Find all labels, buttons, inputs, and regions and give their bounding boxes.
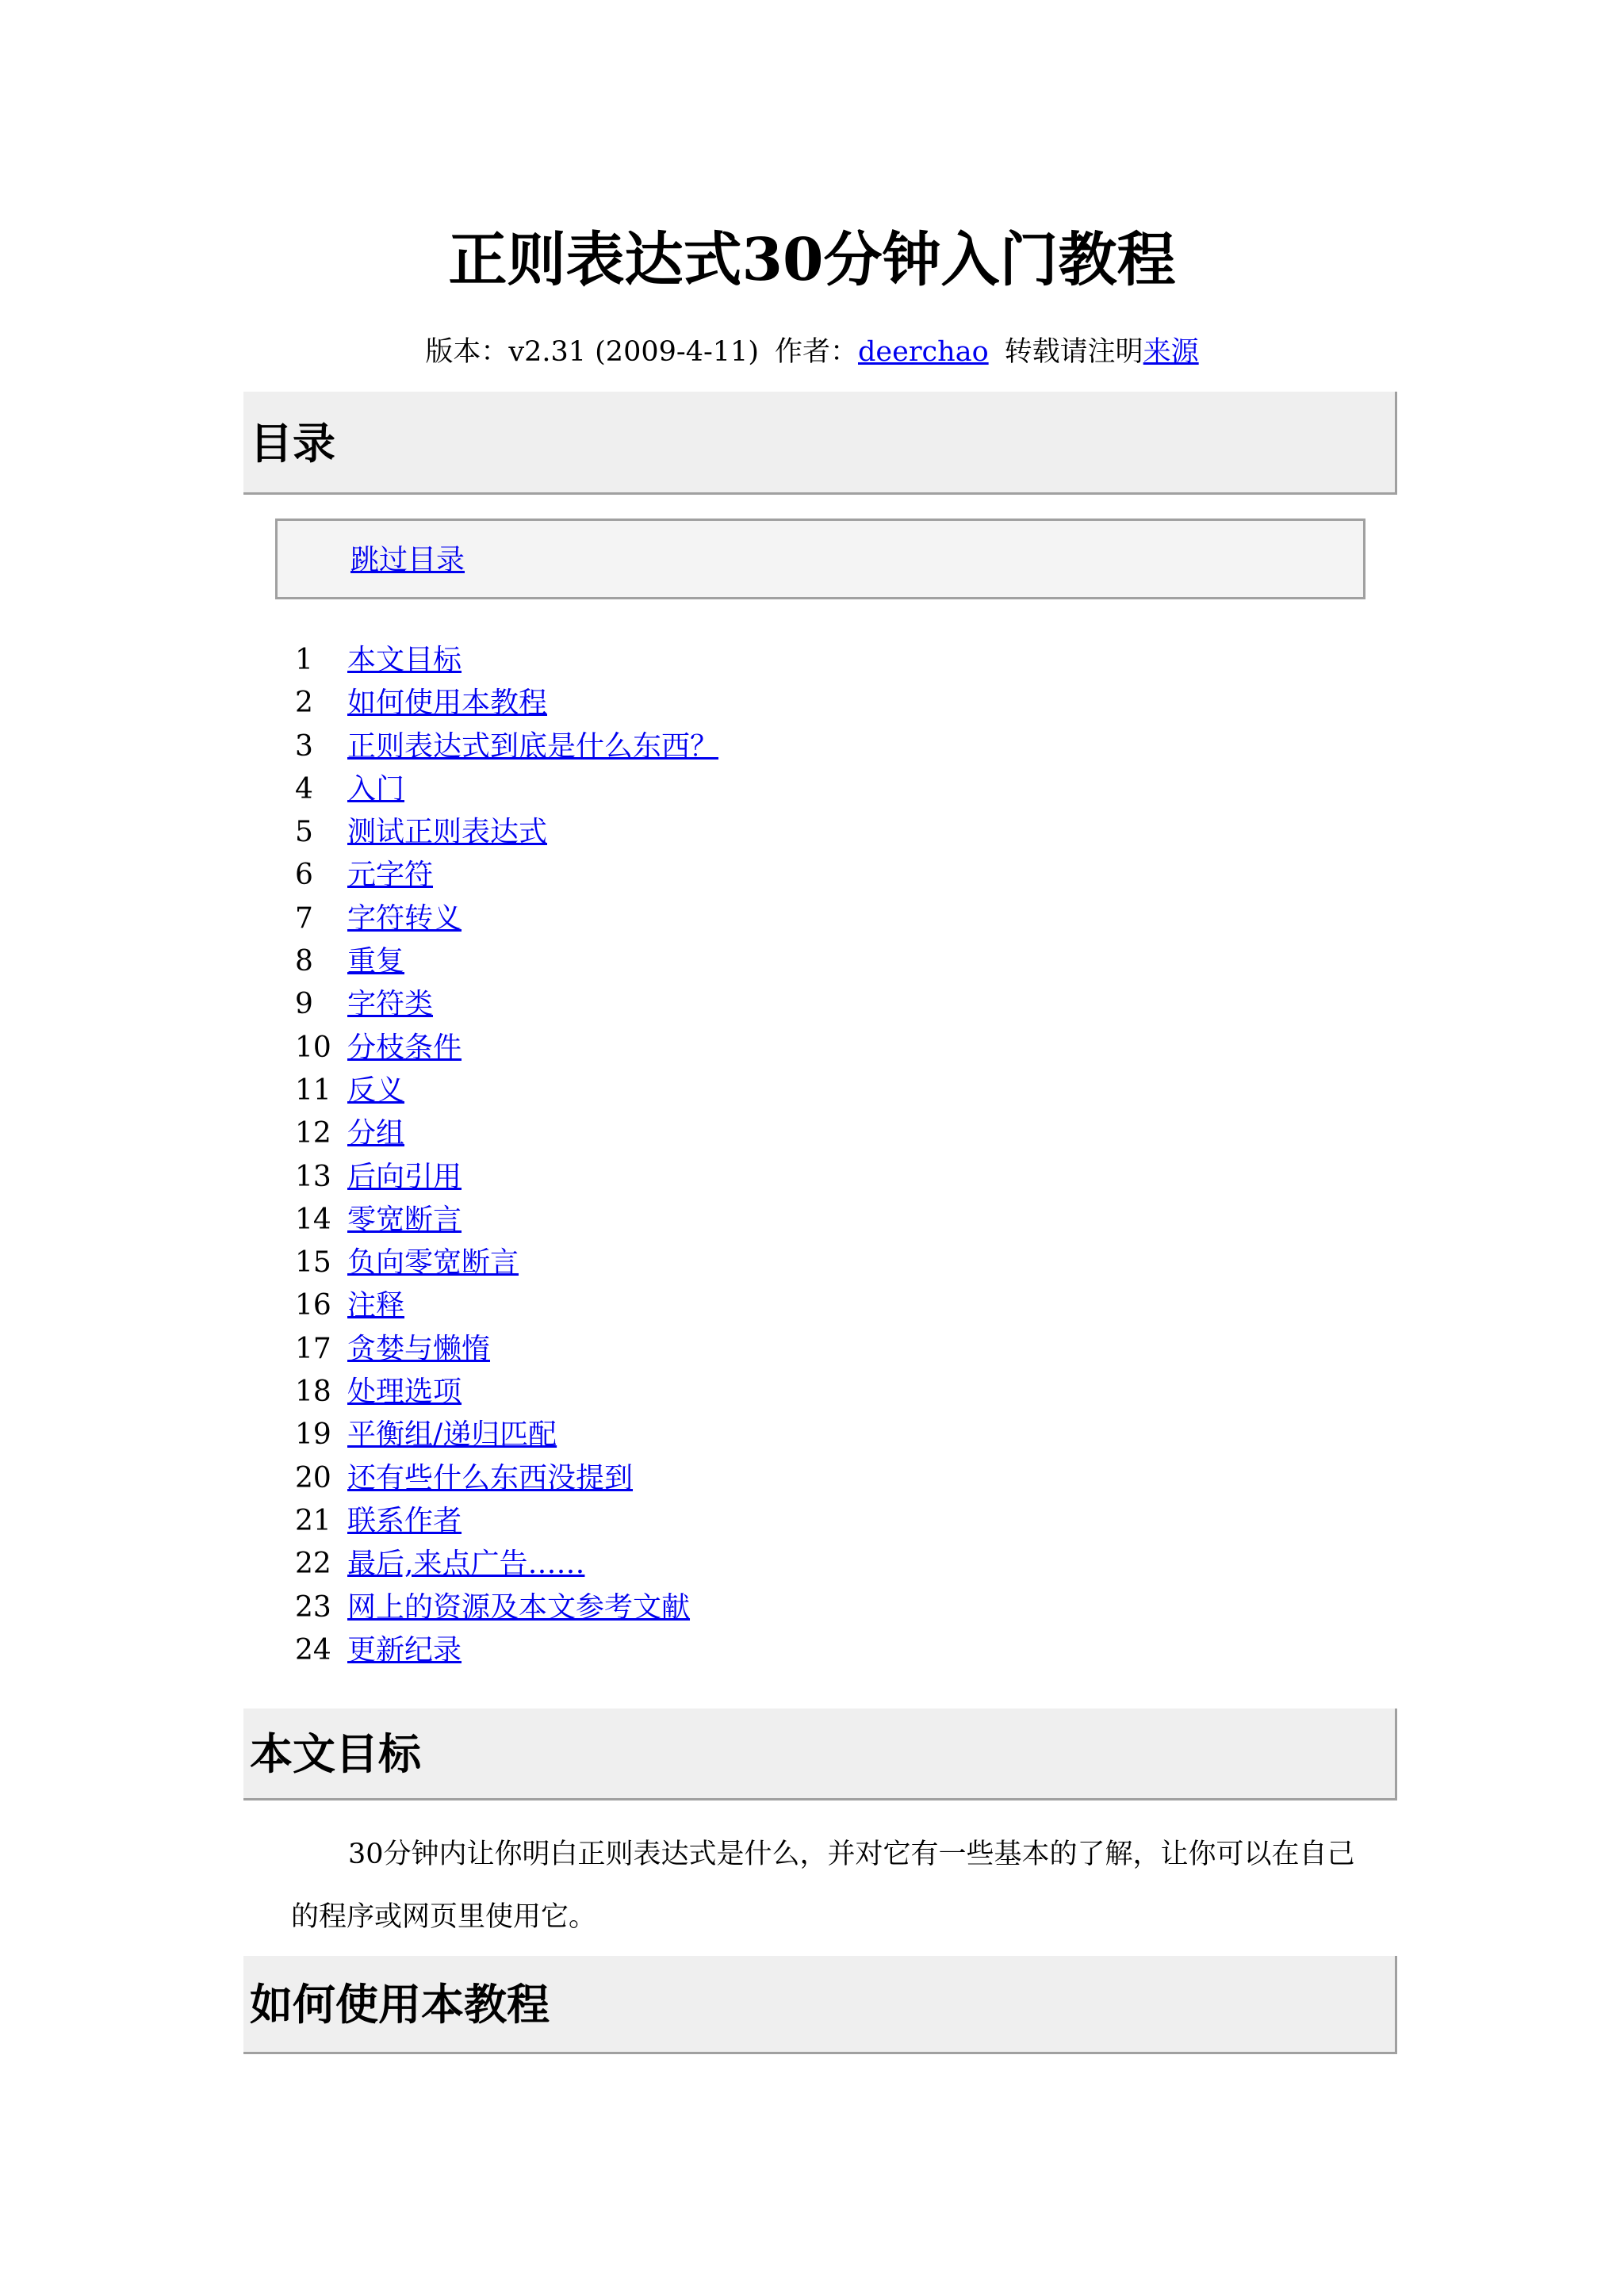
toc-item-number: 9 (295, 988, 313, 1021)
toc-item-number: 14 (295, 1203, 331, 1236)
toc-item-number: 21 (295, 1504, 331, 1537)
toc-item (295, 1199, 718, 1242)
toc-item-link[interactable]: 入门 (347, 772, 405, 806)
toc-item-number: 15 (295, 1246, 331, 1280)
toc-item-link[interactable]: 注释 (347, 1289, 405, 1322)
toc-item (295, 1112, 718, 1155)
goal-paragraph: 30分钟内让你明白正则表达式是什么，并对它有一些基本的了解，让你可以在自己的程序或网页里使用它。 (291, 1839, 1355, 1933)
toc-item-number: 8 (295, 945, 313, 978)
toc-item-link[interactable]: 处理选项 (347, 1376, 462, 1409)
skip-toc-link[interactable]: 跳过目录 (350, 544, 465, 576)
source-link[interactable]: 来源 (1143, 336, 1199, 368)
toc-item-link[interactable]: 后向引用 (347, 1160, 462, 1193)
toc-item-link[interactable]: 元字符 (347, 859, 434, 892)
toc-item-link[interactable]: 零宽断言 (347, 1203, 462, 1236)
author-link[interactable]: deerchao (858, 336, 989, 368)
toc-item (295, 1414, 718, 1456)
toc-item (295, 1242, 718, 1284)
toc-item-number: 5 (295, 816, 313, 849)
toc-item (295, 897, 718, 940)
toc-item-number: 22 (295, 1548, 331, 1581)
skip-toc-box (275, 519, 1365, 599)
toc-item-number: 16 (295, 1289, 331, 1322)
toc-item (295, 639, 718, 682)
toc-item-link[interactable]: 重复 (347, 945, 405, 978)
toc-item-number: 12 (295, 1117, 331, 1150)
toc-item-link[interactable]: 字符类 (347, 988, 434, 1021)
toc-item-link[interactable]: 字符转义 (347, 901, 462, 935)
toc-item-number: 7 (295, 901, 313, 935)
toc-item-number: 10 (295, 1031, 331, 1064)
toc-list (295, 639, 718, 1672)
toc-item-link[interactable]: 正则表达式到底是什么东西？ (347, 729, 719, 763)
toc-item-number: 6 (295, 859, 313, 892)
version-text: 版本：v2.31 (2009-4-11) (425, 336, 759, 368)
toc-item (295, 1284, 718, 1327)
toc-item (295, 1543, 718, 1586)
toc-item (295, 1027, 718, 1070)
toc-item-number: 18 (295, 1376, 331, 1409)
toc-item-number: 2 (295, 687, 313, 720)
toc-item-link[interactable]: 分枝条件 (347, 1031, 462, 1064)
toc-item-link[interactable]: 还有些什么东西没提到 (347, 1461, 634, 1494)
toc-item-link[interactable]: 网上的资源及本文参考文献 (347, 1590, 691, 1624)
toc-item (295, 682, 718, 725)
toc-item-number: 3 (295, 729, 313, 763)
toc-item-link[interactable]: 本文目标 (347, 644, 462, 676)
toc-item-number: 11 (295, 1073, 331, 1107)
toc-item-link[interactable]: 平衡组/递归匹配 (347, 1418, 557, 1452)
toc-item (295, 1156, 718, 1199)
toc-item (295, 1629, 718, 1672)
toc-item (295, 725, 718, 768)
toc-item (295, 1500, 718, 1543)
toc-item-number: 24 (295, 1633, 331, 1667)
howto-heading: 如何使用本教程 (250, 1979, 550, 2030)
document-meta (0, 330, 1624, 374)
toc-item (295, 811, 718, 854)
toc-item-number: 23 (295, 1590, 331, 1624)
toc-item-link[interactable]: 测试正则表达式 (347, 816, 548, 849)
toc-item-link[interactable]: 负向零宽断言 (347, 1246, 519, 1280)
toc-item (295, 1457, 718, 1500)
toc-item (295, 983, 718, 1026)
toc-item (295, 1586, 718, 1629)
toc-item (295, 854, 718, 897)
toc-item-number: 13 (295, 1160, 331, 1193)
toc-item (295, 1328, 718, 1371)
toc-item-link[interactable]: 更新纪录 (347, 1633, 462, 1667)
toc-item-link[interactable]: 联系作者 (347, 1504, 462, 1537)
toc-item-number: 4 (295, 772, 313, 806)
goal-heading: 本文目标 (250, 1728, 421, 1779)
toc-item (295, 1070, 718, 1112)
toc-item (295, 1371, 718, 1414)
toc-item (295, 940, 718, 983)
author-label: 作者： (774, 336, 858, 368)
toc-item-link[interactable]: 如何使用本教程 (347, 687, 548, 720)
toc-item (295, 768, 718, 811)
toc-item-link[interactable]: 反义 (347, 1073, 405, 1107)
toc-item-number: 17 (295, 1332, 331, 1365)
toc-item-link[interactable]: 最后,来点广告…… (347, 1548, 585, 1581)
toc-item-link[interactable]: 贪婪与懒惰 (347, 1332, 491, 1365)
toc-section-header (243, 392, 1397, 495)
toc-item-number: 1 (295, 644, 313, 676)
toc-item-number: 20 (295, 1461, 331, 1494)
reprint-text: 转载请注明 (1004, 336, 1143, 368)
goal-section-header (243, 1709, 1397, 1800)
page-title: 正则表达式30分钟入门教程 (448, 226, 1176, 294)
toc-item-link[interactable]: 分组 (347, 1117, 405, 1150)
howto-section-header (243, 1956, 1397, 2054)
toc-heading: 目录 (250, 418, 335, 469)
toc-item-number: 19 (295, 1418, 331, 1452)
